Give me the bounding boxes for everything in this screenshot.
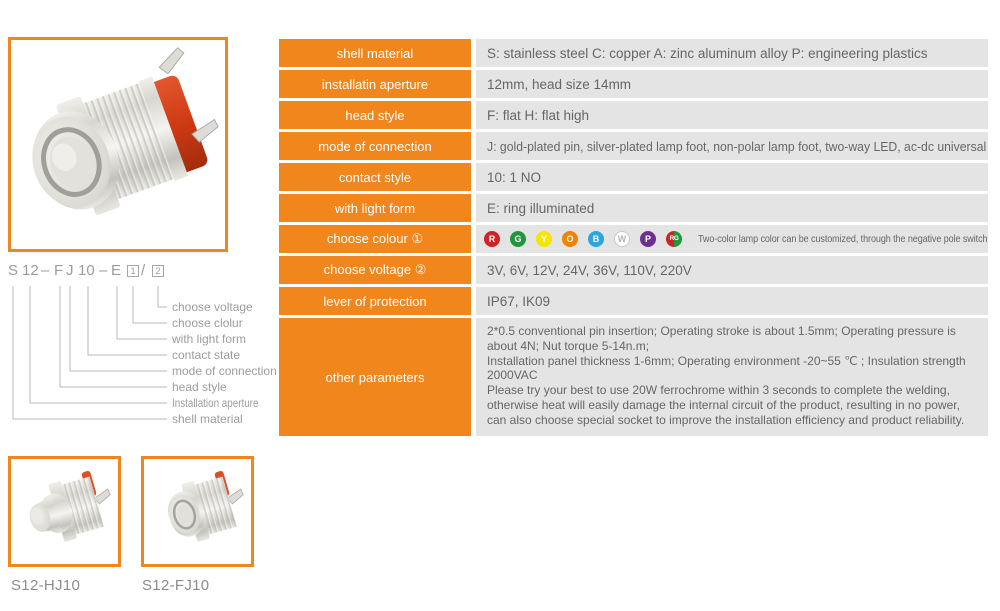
spec-table xyxy=(279,39,988,439)
spec-value-choose-voltage: 3V, 6V, 12V, 24V, 36V, 110V, 220V xyxy=(476,256,988,284)
legend-label-shell-material: shell material xyxy=(172,412,243,426)
code-segment-7: E xyxy=(111,262,122,279)
spec-label-with-light-form: with light form xyxy=(279,194,471,222)
thumb-photo-fj10 xyxy=(144,459,251,564)
legend-label-contact-state: contact state xyxy=(172,348,241,362)
spec-value-with-light-form: E: ring illuminated xyxy=(476,194,988,222)
spec-label-contact-style: contact style xyxy=(279,163,471,191)
spec-label-head-style: head style xyxy=(279,101,471,129)
spec-label-choose-colour: choose colour ① xyxy=(279,225,471,253)
spec-label-lever-of-protection: lever of protection xyxy=(279,287,471,315)
spec-row-lever-of-protection xyxy=(279,287,988,315)
color-option-o: O xyxy=(562,231,578,247)
main-product-photo xyxy=(11,40,225,249)
spec-row-shell-material xyxy=(279,39,988,67)
thumbnail-frame-hj10 xyxy=(8,456,121,567)
legend-label-head-style: head style xyxy=(172,380,227,394)
spec-label-other-parameters: other parameters xyxy=(279,318,471,436)
color-option-b: B xyxy=(588,231,604,247)
spec-row-choose-voltage xyxy=(279,256,988,284)
color-option-g: G xyxy=(510,231,526,247)
spec-label-choose-voltage: choose voltage ② xyxy=(279,256,471,284)
spec-value-installation-aperture: 12mm, head size 14mm xyxy=(476,70,988,98)
terminal-pin xyxy=(155,46,188,75)
code-segment-4: J xyxy=(66,262,74,279)
spec-row-contact-style xyxy=(279,163,988,191)
code-box-1: 1 xyxy=(127,265,139,277)
color-option-p: P xyxy=(640,231,656,247)
spec-label-shell-material: shell material xyxy=(279,39,471,67)
legend-connector-lines xyxy=(0,262,292,437)
thumb-photo-hj10 xyxy=(11,459,118,564)
legend-label-mode-of-connection: mode of connection xyxy=(172,364,277,378)
spec-value-other-parameters: 2*0.5 conventional pin insertion; Operating stroke is about 1.5mm; Operating pressure is about 4N; Nut torque 5-14n.m; Installation panel thickness 1-6mm; Operating environment -20~55 ℃ ; Insulation strength 2000VAC Please try your best to use 20W ferrochrome within 3 seconds to complete the welding, otherwise heat will easily damage the internal circuit of the product, resulting in no power, can also choose special socket to improve the installation efficiency and product reliability. xyxy=(476,318,988,436)
code-segment-5: 10 xyxy=(78,262,95,279)
code-box-2: 2 xyxy=(152,265,164,277)
thumbnail-label-fj10: S12-FJ10 xyxy=(142,577,210,594)
legend-label-with-light-form: with light form xyxy=(172,332,247,346)
two-color-note: Two-color lamp color can be customized, through the negative pole switch xyxy=(698,233,988,245)
spec-row-choose-colour xyxy=(279,225,988,253)
code-segment-2: – xyxy=(41,262,50,279)
part-number-diagram xyxy=(0,262,292,437)
spec-label-mode-of-connection: mode of connection xyxy=(279,132,471,160)
thumbnail-label-hj10: S12-HJ10 xyxy=(11,577,81,594)
spec-value-shell-material: S: stainless steel C: copper A: zinc aluminum alloy P: engineering plastics xyxy=(476,39,988,67)
spec-row-with-light-form xyxy=(279,194,988,222)
legend-label-choose-voltage: choose voltage xyxy=(172,300,253,314)
spec-row-installation-aperture xyxy=(279,70,988,98)
spec-row-other-parameters xyxy=(279,318,988,436)
thumbnail-frame-fj10 xyxy=(141,456,254,567)
main-product-image-frame xyxy=(8,37,228,252)
code-segment-6: – xyxy=(99,262,108,279)
code-segment-0: S xyxy=(8,262,19,279)
color-option-w: W xyxy=(614,231,630,247)
code-segment-9: / xyxy=(141,262,146,279)
color-option-rg: RG xyxy=(666,231,682,247)
code-segment-3: F xyxy=(54,262,64,279)
spec-value-head-style: F: flat H: flat high xyxy=(476,101,988,129)
spec-value-mode-of-connection: J: gold-plated pin, silver-plated lamp foot, non-polar lamp foot, two-way LED, ac-dc universal xyxy=(476,132,988,160)
legend-label-choose-clolur: choose clolur xyxy=(172,316,243,330)
spec-label-installation-aperture: installatin aperture xyxy=(279,70,471,98)
spec-value-choose-colour xyxy=(476,225,988,253)
code-segment-1: 12 xyxy=(22,262,39,279)
spec-value-lever-of-protection: IP67, IK09 xyxy=(476,287,988,315)
color-option-r: R xyxy=(484,231,500,247)
spec-row-head-style xyxy=(279,101,988,129)
spec-value-contact-style: 10: 1 NO xyxy=(476,163,988,191)
spec-row-mode-of-connection xyxy=(279,132,988,160)
legend-label-installation-aperture: Installation aperture xyxy=(172,396,259,410)
color-option-y: Y xyxy=(536,231,552,247)
